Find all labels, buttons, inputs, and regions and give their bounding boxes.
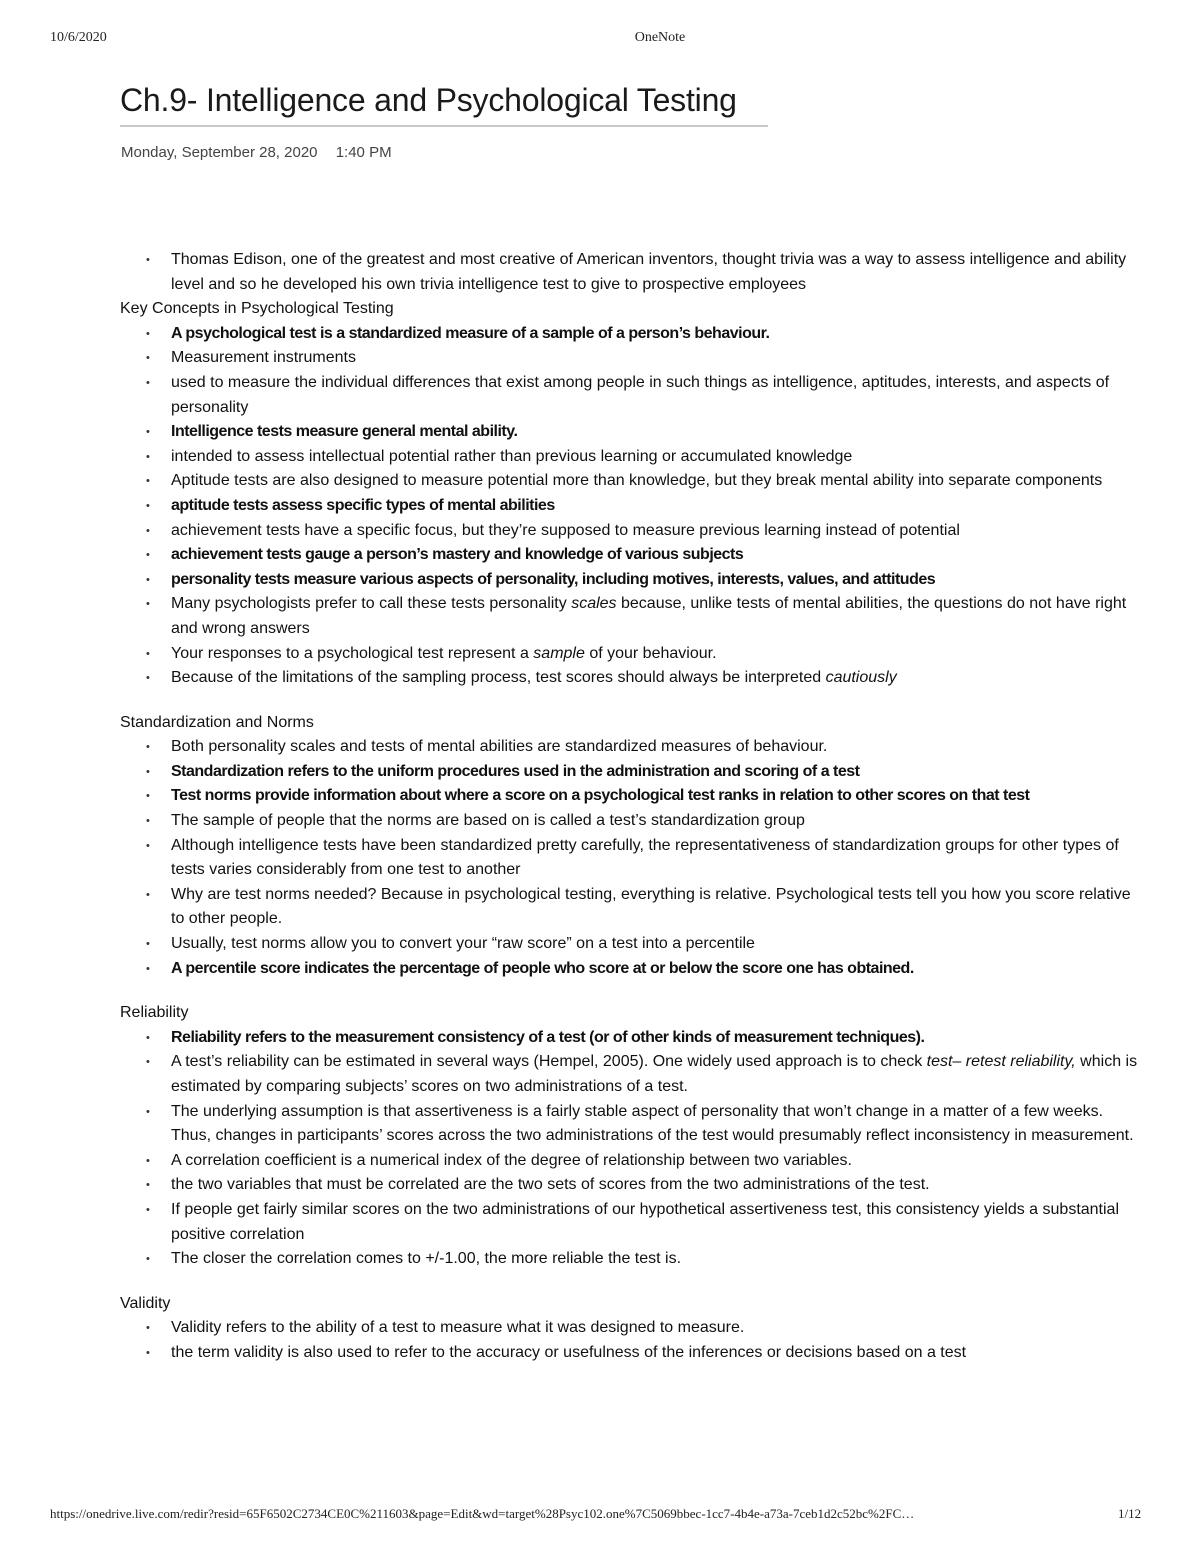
list-item bbox=[120, 519, 1145, 544]
list-item-text: intended to assess intellectual potential rather than previous learning or accumulated knowledge bbox=[171, 447, 853, 465]
list-item-text: A percentile score indicates the percentage of people who score at or below the score one has obtained. bbox=[171, 959, 914, 977]
list-item bbox=[120, 1050, 1145, 1099]
list-item bbox=[120, 543, 1145, 568]
list-item bbox=[120, 642, 1145, 667]
print-url: https://onedrive.live.com/redir?resid=65F6502C2734CE0C%211603&page=Edit&wd=target%28Psyc102.one%7C5069bbec-1cc7-4b4e-a73a-7ceb1d2c52bc%2FC… bbox=[50, 1506, 915, 1521]
bullet-icon: • bbox=[146, 499, 150, 512]
bullet-icon: • bbox=[146, 1105, 150, 1118]
list-item bbox=[120, 1198, 1145, 1247]
note-section bbox=[120, 711, 1145, 982]
bullet-icon: • bbox=[146, 327, 150, 340]
print-header bbox=[0, 30, 1200, 52]
bullet-icon: • bbox=[146, 1056, 150, 1069]
bullet-icon: • bbox=[146, 888, 150, 901]
page-time: 1:40 PM bbox=[335, 144, 392, 161]
list-item-text: Because of the limitations of the sampling process, test scores should always be interpreted cautiously bbox=[171, 669, 897, 687]
list-item-text: The underlying assumption is that assertiveness is a fairly stable aspect of personality that won’t change in a matter of a few weeks. Thus, changes in participants’ scores across the two administrations of the test would presumably reflect inconsistency in measurement. bbox=[171, 1102, 1134, 1145]
list-item bbox=[120, 834, 1145, 883]
list-item bbox=[120, 322, 1145, 347]
list-item-text: Usually, test norms allow you to convert your “raw score” on a test into a percentile bbox=[171, 935, 755, 953]
bullet-icon: • bbox=[146, 1346, 150, 1359]
list-item bbox=[120, 1026, 1145, 1051]
print-date: 10/6/2020 bbox=[50, 30, 107, 45]
list-item-text: the term validity is also used to refer to the accuracy or usefulness of the inferences or decisions based on a test bbox=[171, 1343, 967, 1361]
bullet-icon: • bbox=[146, 376, 150, 389]
list-item-text: Validity refers to the ability of a test to measure what it was designed to measure. bbox=[171, 1319, 745, 1337]
bullet-icon: • bbox=[146, 549, 150, 562]
bullet-list bbox=[120, 1316, 1145, 1365]
list-item bbox=[120, 469, 1145, 494]
list-item-text: Although intelligence tests have been standardized pretty carefully, the representativeness of standardization groups for other types of tests varies considerably from one test to another bbox=[171, 836, 1119, 879]
bullet-icon: • bbox=[146, 450, 150, 463]
bullet-icon: • bbox=[146, 1203, 150, 1216]
bullet-icon: • bbox=[146, 765, 150, 778]
list-item bbox=[120, 784, 1145, 809]
emphasis: sample bbox=[533, 644, 585, 662]
list-item bbox=[120, 957, 1145, 982]
list-item bbox=[120, 760, 1145, 785]
list-item-text: The sample of people that the norms are based on is called a test’s standardization group bbox=[171, 812, 805, 830]
bullet-icon: • bbox=[146, 524, 150, 537]
list-item bbox=[120, 494, 1145, 519]
intro-list bbox=[120, 248, 1145, 297]
list-item-text: A correlation coefficient is a numerical index of the degree of relationship between two variables. bbox=[171, 1151, 852, 1169]
print-footer bbox=[0, 1506, 1200, 1528]
list-item-text: personality tests measure various aspects of personality, including motives, interests, values, and attitudes bbox=[171, 570, 936, 588]
list-item bbox=[120, 445, 1145, 470]
list-item-text: Reliability refers to the measurement consistency of a test (or of other kinds of measurement techniques). bbox=[171, 1028, 925, 1046]
note-section bbox=[120, 1292, 1145, 1366]
list-item bbox=[120, 346, 1145, 371]
list-item bbox=[120, 1341, 1145, 1366]
list-item bbox=[120, 371, 1145, 420]
note-section bbox=[120, 297, 1145, 691]
list-item-text: A psychological test is a standardized measure of a sample of a person’s behaviour. bbox=[171, 324, 770, 342]
bullet-icon: • bbox=[146, 1253, 150, 1266]
list-item bbox=[120, 809, 1145, 834]
page-date: Monday, September 28, 2020 bbox=[121, 144, 318, 161]
list-item bbox=[120, 1173, 1145, 1198]
note-section bbox=[120, 1001, 1145, 1272]
list-item-text: the two variables that must be correlated are the two sets of scores from the two administrations of the test. bbox=[171, 1176, 930, 1194]
bullet-icon: • bbox=[146, 475, 150, 488]
section-heading: Reliability bbox=[120, 1004, 189, 1022]
section-heading: Validity bbox=[120, 1294, 171, 1312]
bullet-icon: • bbox=[146, 1031, 150, 1044]
bullet-icon: • bbox=[146, 938, 150, 951]
print-app-name: OneNote bbox=[634, 30, 686, 45]
list-item-text: Standardization refers to the uniform procedures used in the administration and scoring of a test bbox=[171, 762, 860, 780]
bullet-icon: • bbox=[146, 741, 150, 754]
list-item-text: Test norms provide information about where a score on a psychological test ranks in relation to other scores on that test bbox=[171, 787, 1030, 805]
bullet-icon: • bbox=[146, 839, 150, 852]
bullet-icon: • bbox=[146, 962, 150, 975]
bullet-icon: • bbox=[146, 1322, 150, 1335]
bullet-icon: • bbox=[146, 790, 150, 803]
bullet-icon: • bbox=[146, 815, 150, 828]
list-item-text: If people get fairly similar scores on the two administrations of our hypothetical assertiveness test, this consistency yields a substantial positive correlation bbox=[171, 1200, 1120, 1243]
list-item-text: achievement tests gauge a person’s mastery and knowledge of various subjects bbox=[171, 546, 744, 564]
list-item bbox=[120, 248, 1145, 297]
list-item-text: Intelligence tests measure general mental ability. bbox=[171, 423, 518, 441]
list-item bbox=[120, 568, 1145, 593]
bullet-icon: • bbox=[146, 647, 150, 660]
bullet-list bbox=[120, 322, 1145, 691]
list-item-text: Measurement instruments bbox=[171, 349, 356, 367]
print-page-number: 1/12 bbox=[1118, 1506, 1142, 1521]
list-item-text: Thomas Edison, one of the greatest and most creative of American inventors, thought trivia was a way to assess intelligence and ability level and so he developed his own trivia intelligence test to give to prospective employees bbox=[171, 251, 1127, 293]
list-item-text: Aptitude tests are also designed to measure potential more than knowledge, but they break mental ability into separate components bbox=[171, 472, 1103, 490]
list-item bbox=[120, 1247, 1145, 1272]
bullet-icon: • bbox=[146, 352, 150, 365]
bullet-list bbox=[120, 735, 1145, 981]
bullet-list bbox=[120, 1026, 1145, 1272]
section-heading: Key Concepts in Psychological Testing bbox=[120, 300, 394, 318]
emphasis: scales bbox=[571, 595, 617, 613]
page-datetime bbox=[121, 144, 392, 161]
list-item bbox=[120, 883, 1145, 932]
list-item-text: aptitude tests assess specific types of mental abilities bbox=[171, 496, 555, 514]
list-item-text: Both personality scales and tests of mental abilities are standardized measures of behaviour. bbox=[171, 738, 828, 756]
emphasis: test– retest reliability, bbox=[926, 1053, 1076, 1071]
section-heading: Standardization and Norms bbox=[120, 713, 314, 731]
list-item bbox=[120, 420, 1145, 445]
list-item bbox=[120, 1149, 1145, 1174]
bullet-icon: • bbox=[146, 254, 150, 266]
list-item bbox=[120, 1100, 1145, 1149]
list-item-text: achievement tests have a specific focus, but they’re supposed to measure previous learning instead of potential bbox=[171, 521, 960, 539]
list-item-text: Many psychologists prefer to call these tests personality scales because, unlike tests of mental abilities, the questions do not have right and wrong answers bbox=[171, 595, 1127, 637]
list-item bbox=[120, 932, 1145, 957]
list-item-text: The closer the correlation comes to +/-1.00, the more reliable the test is. bbox=[171, 1250, 682, 1268]
list-item-text: used to measure the individual differences that exist among people in such things as intelligence, aptitudes, interests, and aspects of personality bbox=[171, 373, 1110, 416]
list-item-text: A test’s reliability can be estimated in several ways (Hempel, 2005). One widely used approach is to check test– retest reliability, which is estimated by comparing subjects’ scores on two administrations of a test. bbox=[171, 1053, 1138, 1095]
list-item bbox=[120, 666, 1145, 691]
list-item bbox=[120, 592, 1145, 641]
bullet-icon: • bbox=[146, 672, 150, 685]
list-item-text: Your responses to a psychological test represent a sample of your behaviour. bbox=[171, 644, 717, 662]
sections-container bbox=[120, 297, 1145, 1365]
list-item-text: Why are test norms needed? Because in psychological testing, everything is relative. Psychological tests tell you how you score relative to other people. bbox=[171, 885, 1131, 928]
page-title: Ch.9- Intelligence and Psychological Testing bbox=[120, 82, 768, 127]
bullet-icon: • bbox=[146, 426, 150, 439]
list-item bbox=[120, 735, 1145, 760]
bullet-icon: • bbox=[146, 573, 150, 586]
bullet-icon: • bbox=[146, 598, 150, 611]
bullet-icon: • bbox=[146, 1179, 150, 1192]
list-item bbox=[120, 1316, 1145, 1341]
note-content bbox=[120, 248, 1145, 1386]
emphasis: cautiously bbox=[825, 669, 897, 687]
bullet-icon: • bbox=[146, 1154, 150, 1167]
